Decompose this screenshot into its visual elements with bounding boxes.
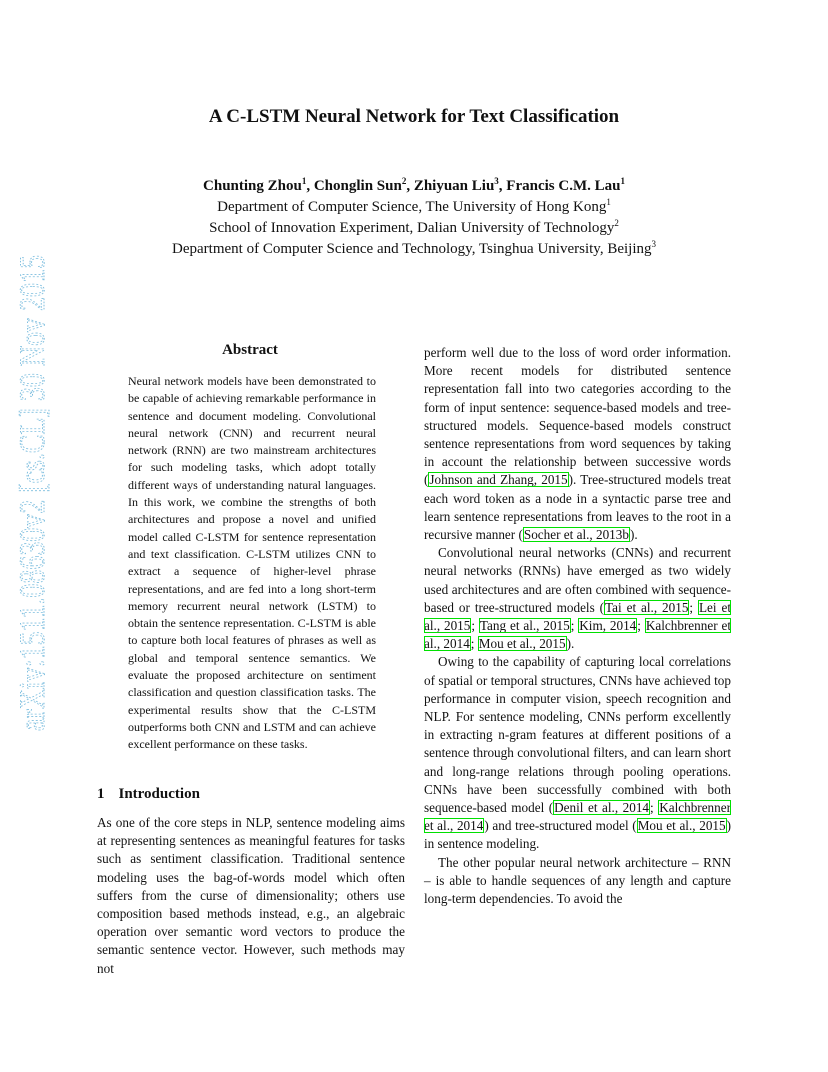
citation-link[interactable]: Mou et al., 2015	[478, 636, 566, 652]
citation-link[interactable]: Tai et al., 2015	[605, 599, 689, 615]
citation-link[interactable]: Tang et al., 2015	[479, 618, 570, 634]
arxiv-identifier	[8, 253, 52, 734]
citation-link[interactable]: Johnson and Zhang, 2015	[429, 472, 568, 488]
citation-link[interactable]: Kalchbrenner et al., 2014	[424, 800, 731, 834]
affiliation-1: Department of Computer Science, The University of Hong Kong$^1$	[217, 197, 611, 215]
affiliation-3: Department of Computer Science and Technology, Tsinghua University, Beijing$^3$	[172, 239, 656, 257]
paragraph-rnn: The other popular neural network architecture – RNN – is able to handle sequences of any length and capture long-term dependencies. To avoid the	[424, 854, 731, 907]
affiliation-2: School of Innovation Experiment, Dalian University of Technology$^2$	[209, 218, 619, 236]
paper-title: A C-LSTM Neural Network for Text Classification	[208, 106, 620, 127]
paragraph-cnn: Owing to the capability of capturing local correlations of spatial or temporal structures, CNNs have achieved top performance in computer vision, speech recognition and NLP. For sentence modeling, CNNs perform excellently in extracting n-gram features at different positions of a sentence through convolutional filters, and can learn short and long-range relations through pooling operations. CNNs have been successfully combined with both sequence-based model (Denil et al., 2014; Kalchbrenner et al., 2014) and tree-structured model (Mou et al., 2015) in sentence modeling.	[424, 654, 732, 852]
author-4: Francis C.M. Lau	[506, 178, 621, 194]
author-1: Chunting Zhou	[203, 178, 302, 194]
author-names: Chunting Zhou$^1$, Chonglin Sun$^2$, Zhiyuan Liu$^3$, Francis C.M. Lau$^1$	[203, 176, 625, 194]
citation-link[interactable]: Kim, 2014	[579, 618, 637, 634]
intro-paragraph: As one of the core steps in NLP, sentence modeling aims at representing sentences as meaningful features for tasks such as sentiment classification. Traditional sentence modeling uses the bag-of-words model which often suffers from the curse of dimensionality; others use composition based methods instead, e.g., an algebraic operation over semantic word vectors to produce the semantic sentence vector. However, such methods may not	[97, 815, 405, 976]
right-column	[424, 344, 731, 908]
section-number: 1	[97, 786, 105, 802]
paragraph-architectures: Convolutional neural networks (CNNs) and recurrent neural networks (RNNs) have emerged as two widely used architectures and are often combined with sequence-based or tree-structured models (Tai et al., 2015; Lei et al., 2015; Tang et al., 2015; Kim, 2014; Kalchbrenner et al., 2014; Mou et al., 2015).	[424, 545, 731, 652]
paragraph-representations: perform well due to the loss of word order information. More recent models for distributed sentence representation fall into two categories according to the form of input sentence: sequence-based models and tree-structured models. Sequence-based models construct sentence representations from word sequences by taking in account the relationship between successive words (Johnson and Zhang, 2015). Tree-structured models treat each word token as a node in a syntactic parse tree and learn sentence representations from leaves to the root in a recursive manner (Socher et al., 2013b).	[424, 345, 731, 543]
citation-link[interactable]: Lei et al., 2015	[424, 599, 731, 634]
arxiv-id-text: arXiv:1511.08630v2 [cs.CL] 30 Nov 2015	[12, 253, 52, 731]
citation-link[interactable]: Socher et al., 2013b	[523, 527, 629, 543]
author-2: Chonglin Sun	[313, 178, 402, 194]
citation-link[interactable]: Kalchbrenner et al., 2014	[424, 618, 731, 652]
abstract-heading: Abstract	[222, 342, 278, 358]
section-heading	[97, 786, 200, 803]
author-block	[0, 176, 828, 260]
citation-link[interactable]: Mou et al., 2015	[637, 818, 726, 834]
abstract-text: Neural network models have been demonstrated to be capable of achieving remarkable performance in sentence and document modeling. Convolutional neural network (CNN) and recurrent neural network (RNN) are two mainstream architectures for such modeling tasks, which adopt totally different ways of understanding natural languages. In this work, we combine the strengths of both architectures and propose a novel and unified model called C-LSTM for sentence representation and text classification. C-LSTM utilizes CNN to extract a sequence of higher-level phrase representations, and are fed into a long short-term memory recurrent neural network (LSTM) to obtain the sentence representation. C-LSTM is able to capture both local features of phrases as well as global and temporal sentence semantics. We evaluate the proposed architecture on sentiment classification and question classification tasks. The experimental results show that the C-LSTM outperforms both CNN and LSTM and can achieve excellent performance on these tasks.	[128, 374, 376, 752]
section-title: Introduction	[118, 786, 200, 802]
author-3: Zhiyuan Liu	[413, 178, 495, 194]
citation-link[interactable]: Denil et al., 2014	[554, 800, 650, 816]
